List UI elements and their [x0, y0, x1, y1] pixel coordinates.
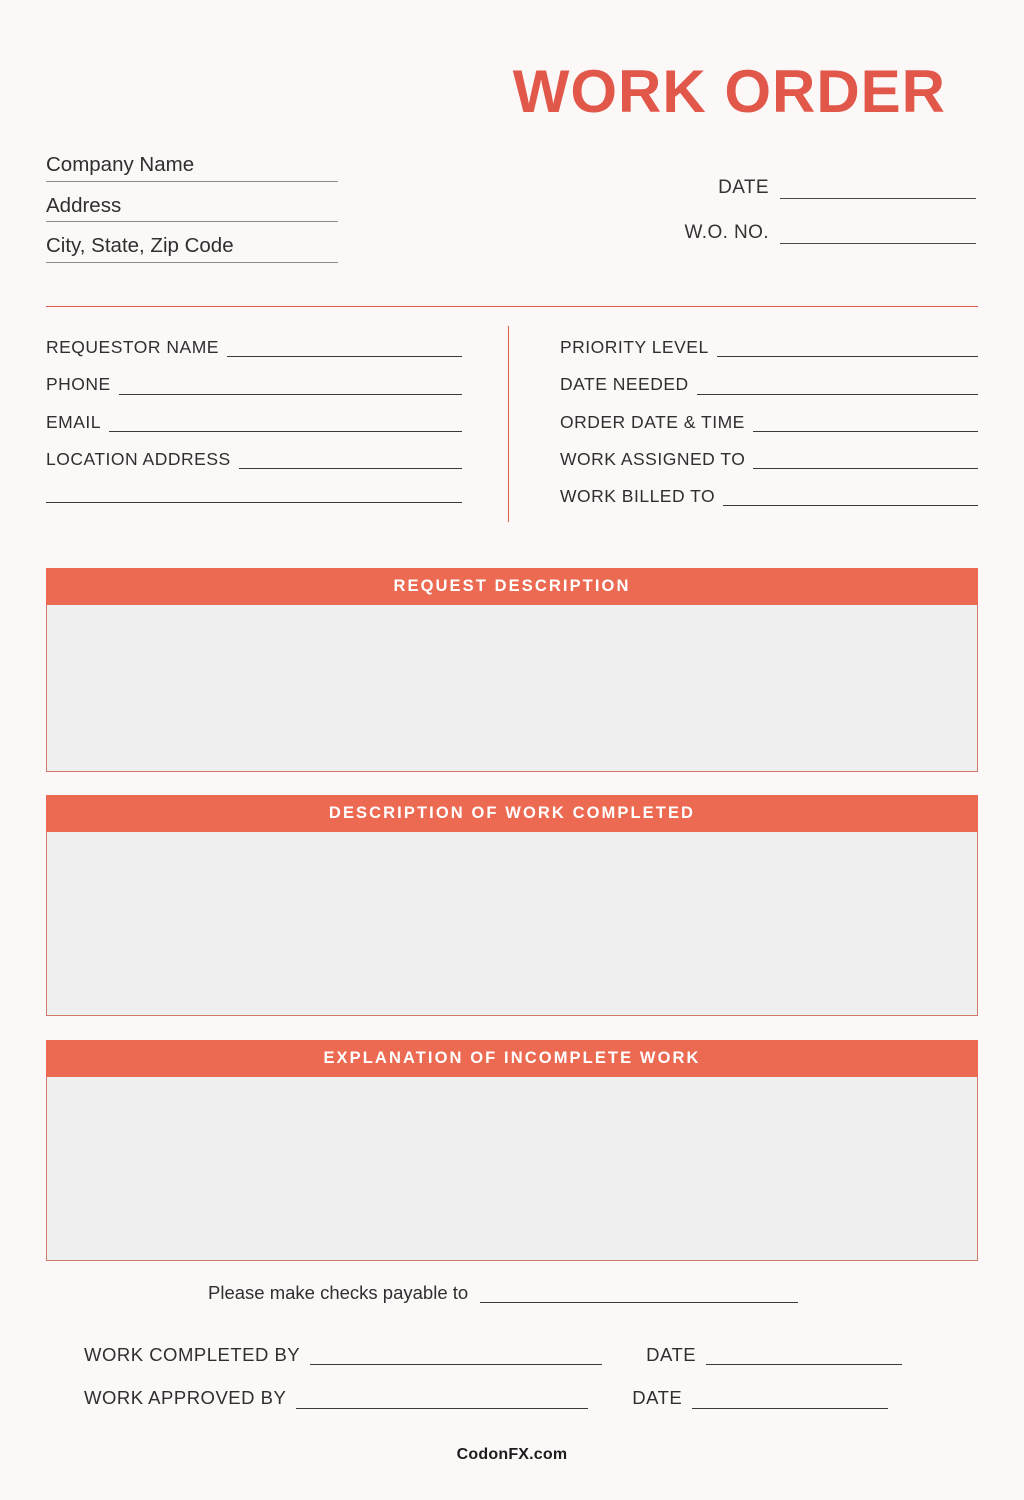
- work-assigned-to-input[interactable]: [753, 453, 978, 469]
- title-row: [512, 58, 946, 125]
- requestor-name-input[interactable]: [227, 341, 462, 357]
- page-title: WORK ORDER: [512, 58, 946, 125]
- section-incomplete-work: [46, 1040, 978, 1261]
- checks-payable-input[interactable]: [480, 1288, 798, 1303]
- work-completed-by-row: [84, 1345, 934, 1365]
- date-needed-label: DATE NEEDED: [560, 374, 689, 395]
- work-completed-date-input[interactable]: [706, 1349, 902, 1365]
- incomplete-work-textarea[interactable]: [46, 1077, 978, 1261]
- date-input[interactable]: [780, 181, 976, 199]
- work-completed-by-label: WORK COMPLETED BY: [84, 1344, 301, 1365]
- work-approved-date-input[interactable]: [692, 1393, 888, 1409]
- email-label: EMAIL: [46, 411, 102, 432]
- checks-payable-row: [208, 1283, 798, 1303]
- request-description-header: REQUEST DESCRIPTION: [46, 568, 978, 605]
- work-billed-to-input[interactable]: [723, 490, 978, 506]
- wo-no-input[interactable]: [780, 226, 976, 244]
- wo-no-row: [596, 223, 976, 244]
- document-meta-block: [596, 178, 976, 244]
- phone-label: PHONE: [46, 374, 111, 395]
- work-approved-by-row: [84, 1388, 934, 1408]
- field-row-location-address: [46, 450, 462, 469]
- field-row-priority-level: [560, 338, 978, 357]
- date-needed-input[interactable]: [697, 379, 978, 395]
- work-approved-by-label: WORK APPROVED BY: [84, 1387, 287, 1409]
- date-row: [596, 178, 976, 199]
- field-row-location-address-continued: [46, 487, 462, 503]
- signature-block: [84, 1345, 934, 1409]
- company-city-state-zip-field[interactable]: City, State, Zip Code: [46, 233, 338, 263]
- location-address-input[interactable]: [239, 453, 462, 469]
- work-completed-header: DESCRIPTION OF WORK COMPLETED: [46, 795, 978, 832]
- column-divider: [508, 326, 509, 522]
- wo-no-label: W.O. NO.: [684, 221, 769, 243]
- field-row-work-assigned-to: [560, 450, 978, 469]
- phone-input[interactable]: [119, 379, 462, 395]
- incomplete-work-header: EXPLANATION OF INCOMPLETE WORK: [46, 1040, 978, 1077]
- order-date-time-label: ORDER DATE & TIME: [560, 411, 745, 432]
- work-completed-textarea[interactable]: [46, 832, 978, 1016]
- header-divider: [46, 306, 978, 307]
- request-description-textarea[interactable]: [46, 605, 978, 772]
- work-approved-by-input[interactable]: [296, 1393, 588, 1409]
- fields-area: [46, 338, 978, 534]
- company-name-field[interactable]: Company Name: [46, 152, 338, 182]
- field-row-requestor-name: [46, 338, 462, 357]
- location-address-input-line2[interactable]: [46, 487, 462, 503]
- work-assigned-to-label: WORK ASSIGNED TO: [560, 448, 746, 469]
- requestor-fields-column: [46, 338, 462, 521]
- company-info-block: [46, 152, 338, 263]
- order-details-column: [560, 338, 978, 524]
- footer-watermark: CodonFX.com: [456, 1446, 568, 1463]
- email-input[interactable]: [109, 416, 462, 432]
- field-row-phone: [46, 375, 462, 394]
- priority-level-label: PRIORITY LEVEL: [560, 337, 709, 357]
- section-work-completed: [46, 795, 978, 1016]
- order-date-time-input[interactable]: [753, 416, 978, 432]
- work-approved-date-label: DATE: [632, 1387, 683, 1409]
- field-row-date-needed: [560, 375, 978, 394]
- work-billed-to-label: WORK BILLED TO: [560, 486, 716, 506]
- company-address-field[interactable]: Address: [46, 193, 338, 223]
- location-address-label: LOCATION ADDRESS: [46, 448, 231, 469]
- checks-payable-label: Please make checks payable to: [208, 1282, 469, 1303]
- field-row-email: [46, 413, 462, 432]
- field-row-order-date-time: [560, 413, 978, 432]
- work-completed-by-input[interactable]: [310, 1349, 602, 1365]
- priority-level-input[interactable]: [717, 341, 978, 357]
- date-label: DATE: [718, 177, 769, 198]
- requestor-name-label: REQUESTOR NAME: [46, 337, 219, 357]
- section-request-description: [46, 568, 978, 772]
- work-completed-date-label: DATE: [646, 1344, 697, 1365]
- field-row-work-billed-to: [560, 487, 978, 506]
